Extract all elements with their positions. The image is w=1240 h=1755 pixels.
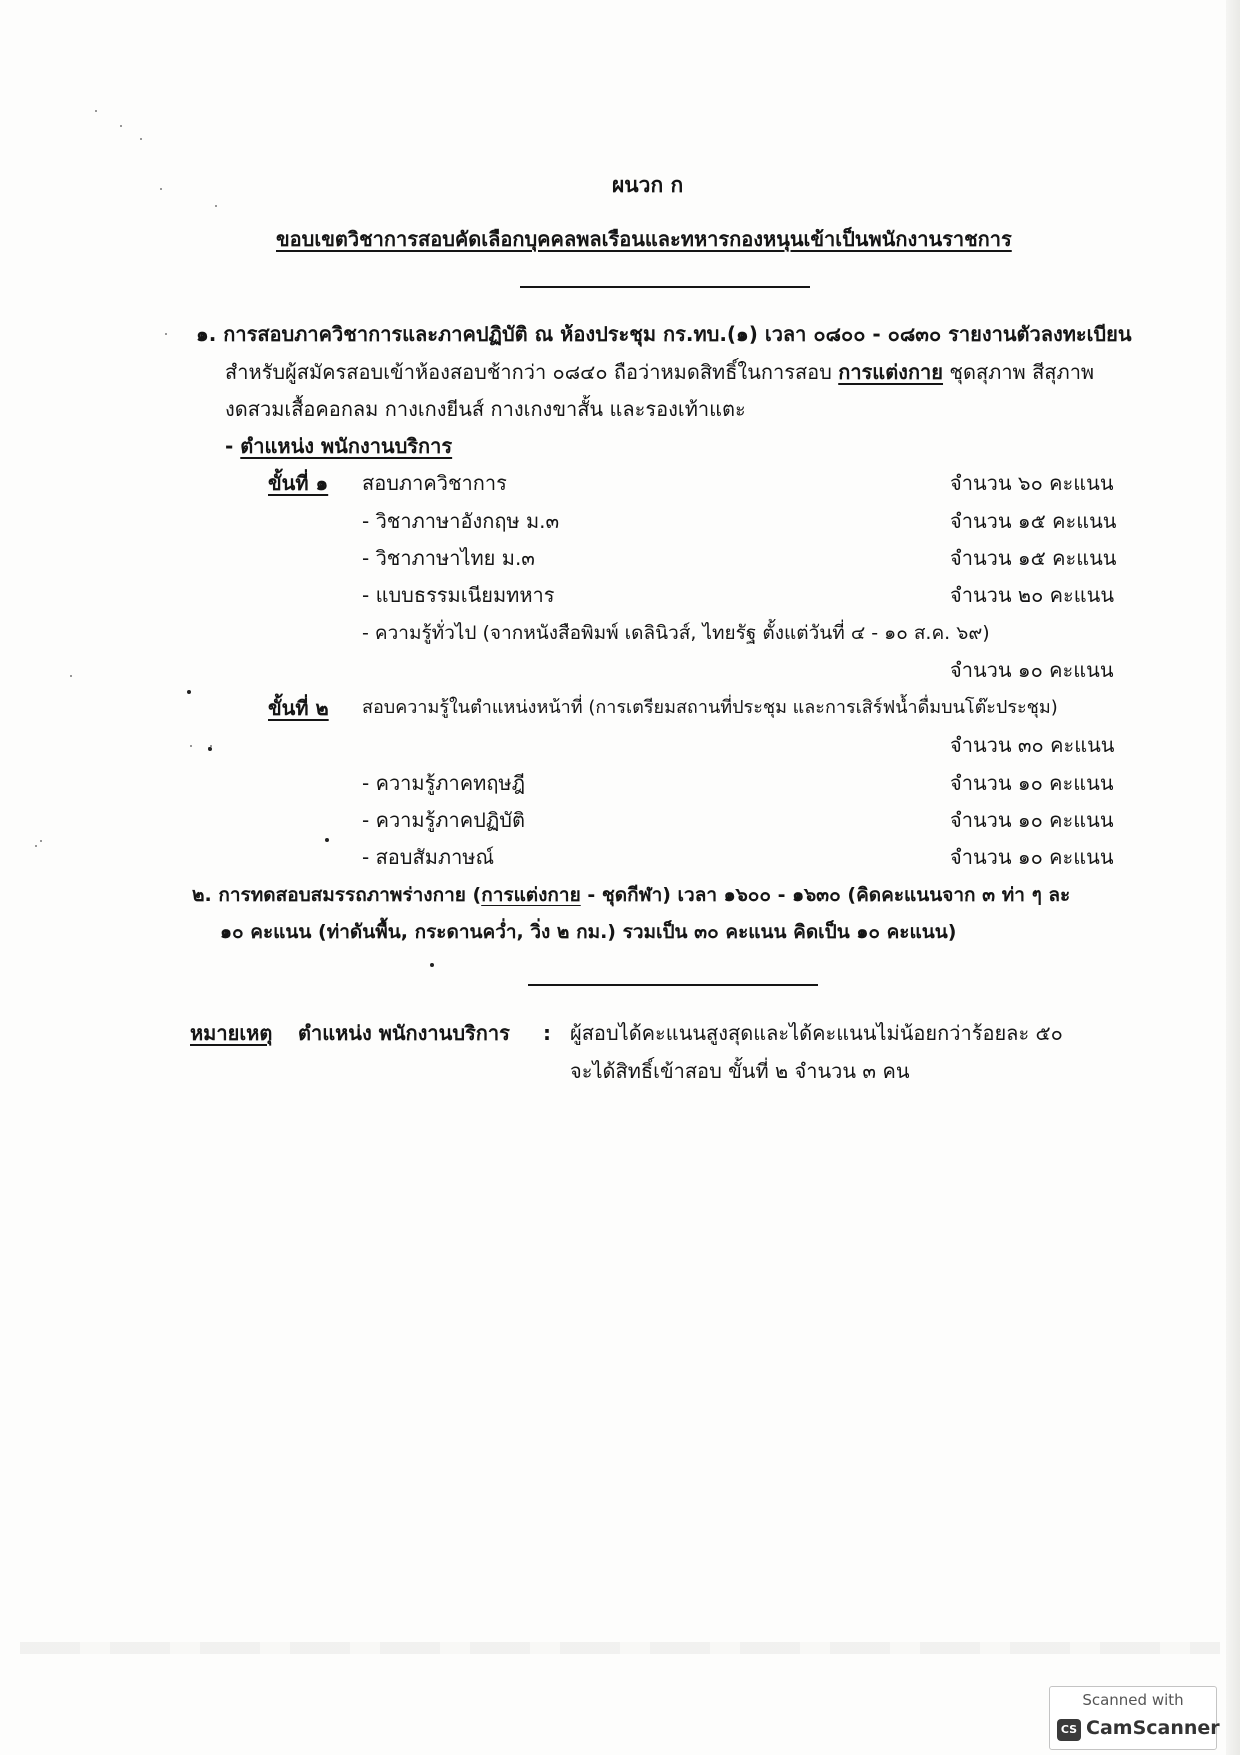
step1-label: ขั้นที่ ๑ xyxy=(268,471,329,495)
note-line1: ผู้สอบได้คะแนนสูงสุดและได้คะแนนไม่น้อยกว่าร้อยละ ๕๐ xyxy=(570,1021,1063,1045)
step1-item-english-score: จำนวน ๑๕ คะแนน xyxy=(950,509,1117,533)
step1-item-military: - แบบธรรมเนียมทหาร xyxy=(362,583,555,607)
note-position: ตำแหน่ง พนักงานบริการ xyxy=(298,1021,510,1045)
position-heading xyxy=(225,432,452,460)
scan-speck xyxy=(120,125,122,127)
title-divider xyxy=(520,286,810,288)
scan-speck xyxy=(165,333,167,335)
section1-line3: งดสวมเสื้อคอกลม กางเกงยีนส์ กางเกงขาสั้น และรองเท้าแตะ xyxy=(225,397,746,421)
scan-speck xyxy=(430,963,434,967)
step2-item-theory: - ความรู้ภาคทฤษฎี xyxy=(362,771,526,795)
section2-line1 xyxy=(192,881,1070,909)
step1-item-english: - วิชาภาษาอังกฤษ ม.๓ xyxy=(362,509,560,533)
scan-speck xyxy=(208,747,212,751)
step1-item-thai-score: จำนวน ๑๕ คะแนน xyxy=(950,546,1117,570)
scan-speck xyxy=(215,205,217,207)
watermark-brand: CamScanner xyxy=(1086,1717,1220,1739)
step1-item-military-score: จำนวน ๒๐ คะแนน xyxy=(950,583,1114,607)
camscanner-logo-icon: CS xyxy=(1057,1719,1081,1741)
section1-line2-post: ชุดสุภาพ สีสุภาพ xyxy=(949,360,1095,384)
dress-code-label: การแต่งกาย xyxy=(838,360,944,384)
scan-speck xyxy=(140,138,142,140)
step2-item-interview: - สอบสัมภาษณ์ xyxy=(362,845,495,869)
note-line2: จะได้สิทธิ์เข้าสอบ ขั้นที่ ๒ จำนวน ๓ คน xyxy=(570,1059,910,1083)
section1-line2-pre: สำหรับผู้สมัครสอบเข้าห้องสอบช้ากว่า ๐๘๔๐ ถือว่าหมดสิทธิ์ในการสอบ xyxy=(225,360,832,384)
scan-speck xyxy=(95,110,97,112)
position-label: ตำแหน่ง พนักงานบริการ xyxy=(240,434,453,458)
section2-line1-pre: ๒. การทดสอบสมรรถภาพร่างกาย ( xyxy=(192,884,482,906)
step2-item-practice: - ความรู้ภาคปฏิบัติ xyxy=(362,808,525,832)
section-divider xyxy=(528,984,818,986)
step2-label: ขั้นที่ ๒ xyxy=(268,696,329,720)
step1-item-thai: - วิชาภาษาไทย ม.๓ xyxy=(362,546,535,570)
section2-line1-post: - ชุดกีฬา) เวลา ๑๖๐๐ - ๑๖๓๐ (คิดคะแนนจาก ๓ ท่า ๆ ละ xyxy=(580,884,1071,906)
watermark-scanned-with: Scanned with xyxy=(1082,1691,1184,1709)
step1-item-general-knowledge-score: จำนวน ๑๐ คะแนน xyxy=(950,658,1114,682)
section1-line1: ๑. การสอบภาควิชาการและภาคปฏิบัติ ณ ห้องประชุม กร.ทบ.(๑) เวลา ๐๘๐๐ - ๐๘๓๐ รายงานตัวลงทะเบียน xyxy=(196,322,1132,346)
page-edge-shadow xyxy=(1226,0,1240,1755)
step2-item-theory-score: จำนวน ๑๐ คะแนน xyxy=(950,771,1114,795)
note-colon: : xyxy=(543,1021,551,1045)
appendix-title: ผนวก ก xyxy=(612,173,684,197)
step2-item-practice-score: จำนวน ๑๐ คะแนน xyxy=(950,808,1114,832)
scan-speck xyxy=(187,690,191,694)
section1-line2 xyxy=(225,358,1094,386)
scan-speck xyxy=(325,838,329,842)
note-label: หมายเหตุ xyxy=(190,1021,273,1045)
section2-dress-label: การแต่งกาย xyxy=(481,884,581,906)
scan-speck xyxy=(35,845,37,847)
camscanner-watermark xyxy=(1049,1686,1220,1750)
step2-title: สอบความรู้ในตำแหน่งหน้าที่ (การเตรียมสถานที่ประชุม และการเสิร์ฟน้ำดื่มบนโต๊ะประชุม) xyxy=(362,697,1058,718)
scan-speck xyxy=(70,675,72,677)
scan-speck xyxy=(40,840,42,842)
position-dash: - xyxy=(225,434,234,458)
scan-speck xyxy=(160,188,162,190)
step1-item-general-knowledge: - ความรู้ทั่วไป (จากหนังสือพิมพ์ เดลินิวส์, ไทยรัฐ ตั้งแต่วันที่ ๔ - ๑๐ ส.ค. ๖๙) xyxy=(362,622,990,644)
scan-speck xyxy=(190,745,192,747)
step1-title-score: จำนวน ๖๐ คะแนน xyxy=(950,471,1114,495)
scan-artifact-band xyxy=(20,1642,1220,1654)
main-title: ขอบเขตวิชาการสอบคัดเลือกบุคคลพลเรือนและทหารกองหนุนเข้าเป็นพนักงานราชการ xyxy=(276,227,1012,251)
step2-item-interview-score: จำนวน ๑๐ คะแนน xyxy=(950,845,1114,869)
section2-line2: ๑๐ คะแนน (ท่าดันพื้น, กระดานควํ่า, วิ่ง ๒ กม.) รวมเป็น ๓๐ คะแนน คิดเป็น ๑๐ คะแนน) xyxy=(220,921,957,943)
step2-title-score: จำนวน ๓๐ คะแนน xyxy=(950,733,1115,757)
step1-title: สอบภาควิชาการ xyxy=(362,471,507,495)
